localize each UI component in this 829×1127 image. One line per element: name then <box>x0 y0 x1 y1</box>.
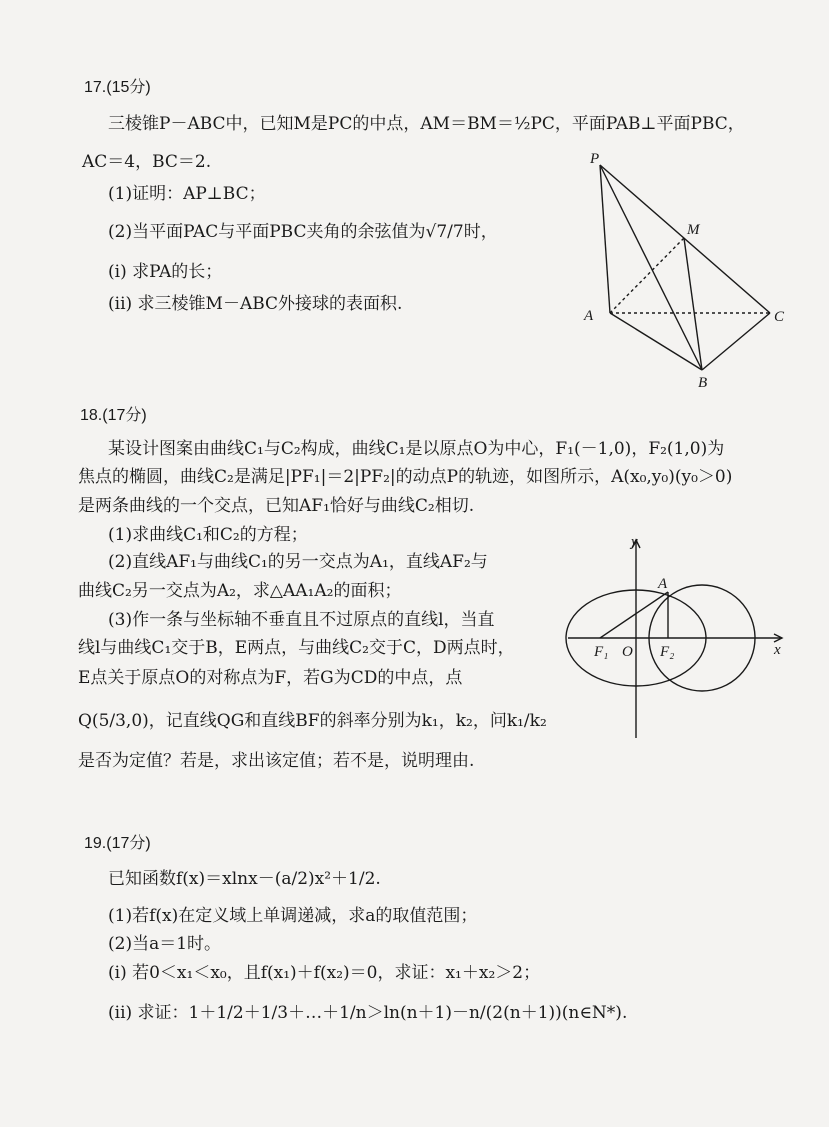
problem-17-line-4: (2)当平面PAC与平面PBC夹角的余弦值为√7/7时， <box>108 222 498 242</box>
problem-17-line-5: (i) 求PA的长； <box>108 262 223 282</box>
label-M: M <box>687 222 700 238</box>
tetrahedron-figure <box>580 145 800 395</box>
label-B: B <box>698 375 708 391</box>
segment-AF1 <box>600 592 668 638</box>
problem-18-heading: 18.(17分) <box>80 407 147 424</box>
problem-19-line-5: (ii) 求证：1＋1/2＋1/3＋…＋1/n＞ln(n＋1)－n/(2(n＋1))(n∈N*). <box>108 1003 628 1023</box>
edge-AM-hidden <box>610 238 684 313</box>
label-A: A <box>658 576 668 592</box>
label-O: O <box>622 644 633 660</box>
problem-17-heading: 17.(15分) <box>84 79 151 96</box>
problem-18-line-9: E点关于原点O的对称点为F，若G为CD的中点，点 <box>78 668 463 688</box>
problem-19-line-1: 已知函数f(x)＝xlnx－(a/2)x²＋1/2. <box>108 869 381 889</box>
edge-MB <box>684 238 702 370</box>
problem-17-line-2: AC＝4，BC＝2. <box>82 152 212 172</box>
problem-18-line-8: 线l与曲线C₁交于B，E两点，与曲线C₂交于C，D两点时， <box>78 638 515 658</box>
label-C: C <box>774 309 785 325</box>
problem-18-line-1: 某设计图案由曲线C₁与C₂构成，曲线C₁是以原点O为中心，F₁(－1,0)，F₂(1,0)为 <box>108 439 725 459</box>
edge-PA <box>600 165 610 313</box>
problem-18-line-7: (3)作一条与坐标轴不垂直且不过原点的直线l，当直 <box>108 610 495 630</box>
problem-17-line-1: 三棱锥P－ABC中，已知M是PC的中点，AM＝BM＝½PC，平面PAB⊥平面PBC， <box>108 114 745 134</box>
problem-18-line-2: 焦点的椭圆，曲线C₂是满足|PF₁|＝2|PF₂|的动点P的轨迹，如图所示，A(x₀,y₀)(y₀＞0) <box>78 467 733 487</box>
problem-18-line-5: (2)直线AF₁与曲线C₁的另一交点为A₁，直线AF₂与 <box>108 552 488 572</box>
problem-18-line-4: (1)求曲线C₁和C₂的方程； <box>108 525 308 545</box>
edge-PB <box>600 165 702 370</box>
edge-BC <box>702 313 770 370</box>
problem-18-line-3: 是两条曲线的一个交点，已知AF₁恰好与曲线C₂相切. <box>78 496 475 516</box>
problem-18-line-10: Q(5/3,0)，记直线QG和直线BF的斜率分别为k₁，k₂，问k₁/k₂ <box>78 711 547 731</box>
label-F2: F₂ <box>660 644 675 660</box>
problem-19-line-3: (2)当a＝1时。 <box>108 934 222 954</box>
label-A: A <box>584 308 594 324</box>
problem-17-line-3: (1)证明：AP⊥BC； <box>108 184 266 204</box>
label-F1: F₁ <box>594 644 609 660</box>
problem-17-line-6: (ii) 求三棱锥M－ABC外接球的表面积. <box>108 294 403 314</box>
problem-18-line-11: 是否为定值？若是，求出该定值；若不是，说明理由. <box>78 751 475 771</box>
edge-PC <box>600 165 770 313</box>
label-P: P <box>590 151 600 167</box>
problem-19-heading: 19.(17分) <box>84 835 151 852</box>
problem-19-line-4: (i) 若0＜x₁＜x₀，且f(x₁)＋f(x₂)＝0，求证：x₁＋x₂＞2； <box>108 963 541 983</box>
label-y-axis: y <box>631 534 638 550</box>
label-x-axis: x <box>774 642 781 658</box>
problem-19-line-2: (1)若f(x)在定义域上单调递减，求a的取值范围； <box>108 906 478 926</box>
ellipse-circle-figure <box>560 530 800 745</box>
problem-18-line-6: 曲线C₂另一交点为A₂，求△AA₁A₂的面积； <box>78 581 402 601</box>
